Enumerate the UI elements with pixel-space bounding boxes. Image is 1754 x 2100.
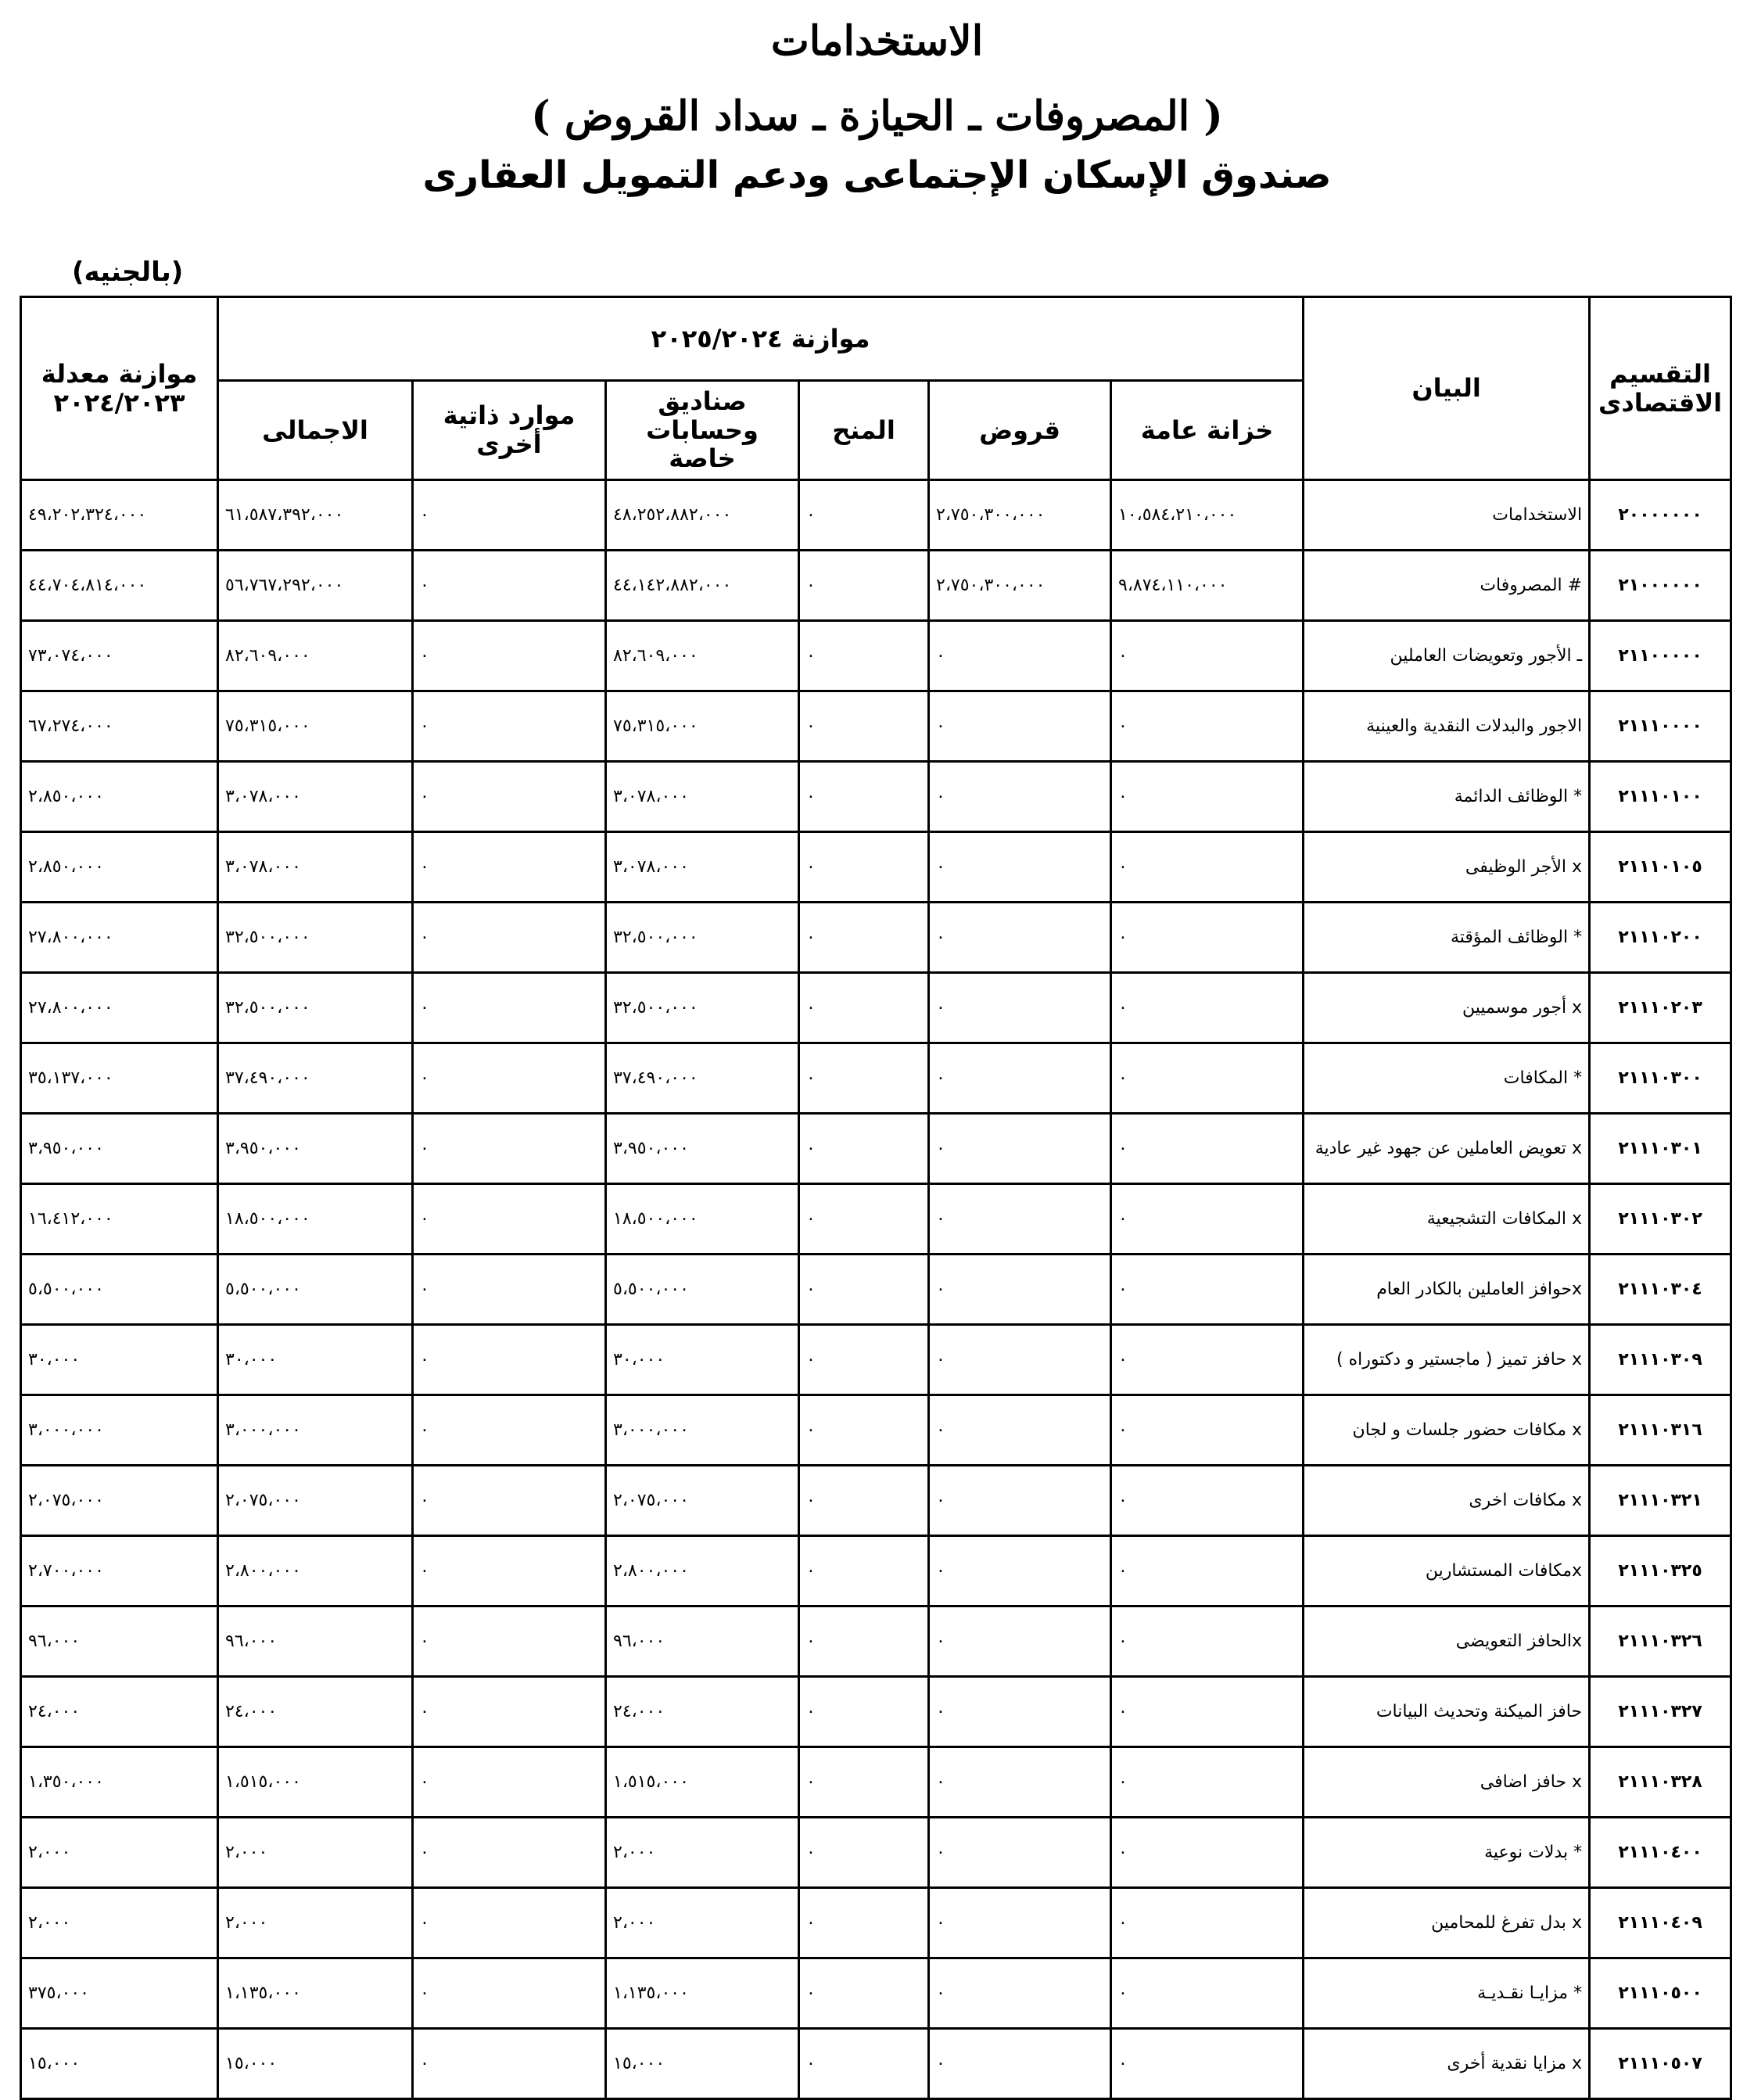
table-row	[21, 480, 1731, 551]
cell-revised: ٣٠،٠٠٠	[21, 1325, 218, 1395]
cell-loans: ٠	[929, 1325, 1111, 1395]
cell-revised: ٢٧،٨٠٠،٠٠٠	[21, 973, 218, 1043]
table-row	[21, 762, 1731, 832]
cell-loans: ٠	[929, 2029, 1111, 2099]
economic-code: ٢١١١٠٣٠١	[1590, 1114, 1731, 1184]
cell-grants: ٠	[799, 1888, 929, 1958]
cell-special-funds: ١،١٣٥،٠٠٠	[606, 1958, 799, 2029]
economic-code: ٢١١١٠٣٢١	[1590, 1466, 1731, 1536]
row-description: ـ الأجور وتعويضات العاملين	[1304, 621, 1590, 691]
cell-loans: ٠	[929, 1184, 1111, 1255]
cell-grants: ٠	[799, 621, 929, 691]
cell-other-own: ٠	[413, 762, 606, 832]
economic-code: ٢١١١٠٣٠٤	[1590, 1255, 1731, 1325]
cell-treasury: ٠	[1111, 762, 1304, 832]
cell-special-funds: ٩٦،٠٠٠	[606, 1606, 799, 1677]
header-grants: المنح	[799, 381, 929, 480]
table-row	[21, 1043, 1731, 1114]
cell-total: ١،١٣٥،٠٠٠	[218, 1958, 413, 2029]
cell-total: ٣،٩٥٠،٠٠٠	[218, 1114, 413, 1184]
cell-other-own: ٠	[413, 2029, 606, 2099]
cell-other-own: ٠	[413, 551, 606, 621]
cell-treasury: ٠	[1111, 1606, 1304, 1677]
cell-revised: ٢٤،٠٠٠	[21, 1677, 218, 1747]
cell-revised: ٧٣،٠٧٤،٠٠٠	[21, 621, 218, 691]
row-description: * مزايـا نقـديـة	[1304, 1958, 1590, 2029]
cell-special-funds: ٢،٠٠٠	[606, 1888, 799, 1958]
cell-other-own: ٠	[413, 832, 606, 903]
row-description: x المكافات التشجيعية	[1304, 1184, 1590, 1255]
cell-grants: ٠	[799, 480, 929, 551]
cell-treasury: ٠	[1111, 1677, 1304, 1747]
cell-other-own: ٠	[413, 903, 606, 973]
row-description: * بدلات نوعية	[1304, 1818, 1590, 1888]
budget-table	[20, 296, 1732, 2100]
cell-grants: ٠	[799, 1958, 929, 2029]
cell-special-funds: ٥،٥٠٠،٠٠٠	[606, 1255, 799, 1325]
table-row	[21, 1747, 1731, 1818]
cell-total: ١،٥١٥،٠٠٠	[218, 1747, 413, 1818]
economic-code: ٢١١٠٠٠٠٠	[1590, 621, 1731, 691]
cell-total: ٩٦،٠٠٠	[218, 1606, 413, 1677]
cell-special-funds: ١٥،٠٠٠	[606, 2029, 799, 2099]
table-row	[21, 551, 1731, 621]
cell-revised: ١،٣٥٠،٠٠٠	[21, 1747, 218, 1818]
table-row	[21, 1818, 1731, 1888]
table-row	[21, 832, 1731, 903]
cell-revised: ١٥،٠٠٠	[21, 2029, 218, 2099]
cell-special-funds: ٣،٠٧٨،٠٠٠	[606, 762, 799, 832]
cell-revised: ٢،٨٥٠،٠٠٠	[21, 832, 218, 903]
row-description: x حافز تميز ( ماجستير و دكتوراه )	[1304, 1325, 1590, 1395]
cell-revised: ٣٥،١٣٧،٠٠٠	[21, 1043, 218, 1114]
cell-total: ١٨،٥٠٠،٠٠٠	[218, 1184, 413, 1255]
cell-total: ٢٤،٠٠٠	[218, 1677, 413, 1747]
table-row	[21, 691, 1731, 762]
header-economic-code: التقسيم الاقتصادى	[1590, 297, 1731, 480]
cell-special-funds: ٣،٠٧٨،٠٠٠	[606, 832, 799, 903]
cell-other-own: ٠	[413, 1466, 606, 1536]
cell-treasury: ٠	[1111, 1395, 1304, 1466]
cell-grants: ٠	[799, 691, 929, 762]
economic-code: ٢١١١٠٣٢٨	[1590, 1747, 1731, 1818]
economic-code: ٢١١١٠٢٠٣	[1590, 973, 1731, 1043]
table-row	[21, 621, 1731, 691]
economic-code: ٢١١١٠٣١٦	[1590, 1395, 1731, 1466]
cell-revised: ٤٤،٧٠٤،٨١٤،٠٠٠	[21, 551, 218, 621]
cell-treasury: ٠	[1111, 1255, 1304, 1325]
cell-total: ٣٢،٥٠٠،٠٠٠	[218, 973, 413, 1043]
cell-treasury: ٩،٨٧٤،١١٠،٠٠٠	[1111, 551, 1304, 621]
cell-grants: ٠	[799, 1395, 929, 1466]
cell-loans: ٠	[929, 903, 1111, 973]
table-row	[21, 1677, 1731, 1747]
cell-grants: ٠	[799, 1677, 929, 1747]
cell-grants: ٠	[799, 1255, 929, 1325]
cell-revised: ٢،٨٥٠،٠٠٠	[21, 762, 218, 832]
cell-other-own: ٠	[413, 1888, 606, 1958]
cell-loans: ٠	[929, 1255, 1111, 1325]
cell-treasury: ٠	[1111, 1043, 1304, 1114]
cell-loans: ٠	[929, 621, 1111, 691]
cell-grants: ٠	[799, 1466, 929, 1536]
row-description: x مكافات اخرى	[1304, 1466, 1590, 1536]
cell-revised: ٢،٠٠٠	[21, 1888, 218, 1958]
table-row	[21, 1888, 1731, 1958]
cell-other-own: ٠	[413, 1184, 606, 1255]
cell-other-own: ٠	[413, 480, 606, 551]
cell-revised: ٢،٧٠٠،٠٠٠	[21, 1536, 218, 1606]
cell-other-own: ٠	[413, 1818, 606, 1888]
cell-treasury: ٠	[1111, 1536, 1304, 1606]
row-description: x مكافات حضور جلسات و لجان	[1304, 1395, 1590, 1466]
row-description: x بدل تفرغ للمحامين	[1304, 1888, 1590, 1958]
economic-code: ٢١١١٠٥٠٠	[1590, 1958, 1731, 2029]
header-description: البيان	[1304, 297, 1590, 480]
cell-grants: ٠	[799, 2029, 929, 2099]
table-row	[21, 903, 1731, 973]
economic-code: ٢١١١٠٤٠٠	[1590, 1818, 1731, 1888]
row-description: x تعويض العاملين عن جهود غير عادية	[1304, 1114, 1590, 1184]
cell-loans: ٠	[929, 1114, 1111, 1184]
row-description: # المصروفات	[1304, 551, 1590, 621]
cell-total: ٣،٠٧٨،٠٠٠	[218, 762, 413, 832]
cell-revised: ٥،٥٠٠،٠٠٠	[21, 1255, 218, 1325]
row-description: x مزايا نقدية أخرى	[1304, 2029, 1590, 2099]
row-description: xالحافز التعويضى	[1304, 1606, 1590, 1677]
row-description: xحوافز العاملين بالكادر العام	[1304, 1255, 1590, 1325]
economic-code: ٢١١١٠٣٢٧	[1590, 1677, 1731, 1747]
cell-loans: ٠	[929, 1606, 1111, 1677]
row-description: الاستخدامات	[1304, 480, 1590, 551]
table-row	[21, 1466, 1731, 1536]
cell-special-funds: ٤٤،١٤٢،٨٨٢،٠٠٠	[606, 551, 799, 621]
cell-loans: ٠	[929, 1888, 1111, 1958]
cell-treasury: ٠	[1111, 621, 1304, 691]
cell-treasury: ١٠،٥٨٤،٢١٠،٠٠٠	[1111, 480, 1304, 551]
cell-special-funds: ٣٢،٥٠٠،٠٠٠	[606, 973, 799, 1043]
page-subtitle: ( المصروفات ـ الحيازة ـ سداد القروض )	[531, 92, 1223, 140]
cell-total: ٢،٠٠٠	[218, 1888, 413, 1958]
economic-code: ٢١١١٠٥٠٧	[1590, 2029, 1731, 2099]
cell-revised: ٢،٠٠٠	[21, 1818, 218, 1888]
header-revised-budget: موازنة معدلة ٢٠٢٤/٢٠٢٣	[21, 297, 218, 480]
cell-revised: ٦٧،٢٧٤،٠٠٠	[21, 691, 218, 762]
cell-other-own: ٠	[413, 1043, 606, 1114]
table-row	[21, 1114, 1731, 1184]
header-special-funds: صناديق وحسابات خاصة	[606, 381, 799, 480]
cell-revised: ٣،٩٥٠،٠٠٠	[21, 1114, 218, 1184]
fund-name: صندوق الإسكان الإجتماعى ودعم التمويل العقارى	[422, 153, 1332, 197]
cell-total: ٣،٠٠٠،٠٠٠	[218, 1395, 413, 1466]
table-row	[21, 1536, 1731, 1606]
cell-total: ٣،٠٧٨،٠٠٠	[218, 832, 413, 903]
cell-special-funds: ٣٢،٥٠٠،٠٠٠	[606, 903, 799, 973]
row-description: حافز الميكنة وتحديث البيانات	[1304, 1677, 1590, 1747]
cell-other-own: ٠	[413, 691, 606, 762]
economic-code: ٢١١١٠١٠٠	[1590, 762, 1731, 832]
cell-loans: ٠	[929, 762, 1111, 832]
cell-loans: ٠	[929, 1043, 1111, 1114]
economic-code: ٢١١١٠٣٠٠	[1590, 1043, 1731, 1114]
cell-other-own: ٠	[413, 1114, 606, 1184]
cell-treasury: ٠	[1111, 832, 1304, 903]
economic-code: ٢١١١٠٠٠٠	[1590, 691, 1731, 762]
row-description: * الوظائف الدائمة	[1304, 762, 1590, 832]
economic-code: ٢١١١٠٣٢٥	[1590, 1536, 1731, 1606]
cell-grants: ٠	[799, 1747, 929, 1818]
header-total: الاجمالى	[218, 381, 413, 480]
cell-revised: ٩٦،٠٠٠	[21, 1606, 218, 1677]
page-title: الاستخدامات	[770, 17, 984, 65]
cell-total: ٥،٥٠٠،٠٠٠	[218, 1255, 413, 1325]
cell-special-funds: ٤٨،٢٥٢،٨٨٢،٠٠٠	[606, 480, 799, 551]
cell-grants: ٠	[799, 762, 929, 832]
economic-code: ٢١١١٠٣٢٦	[1590, 1606, 1731, 1677]
cell-treasury: ٠	[1111, 1325, 1304, 1395]
header-other-own-resources: موارد ذاتية أخرى	[413, 381, 606, 480]
cell-total: ١٥،٠٠٠	[218, 2029, 413, 2099]
cell-treasury: ٠	[1111, 691, 1304, 762]
table-row	[21, 1606, 1731, 1677]
table-row	[21, 1395, 1731, 1466]
cell-treasury: ٠	[1111, 1958, 1304, 2029]
cell-grants: ٠	[799, 1114, 929, 1184]
economic-code: ٢٠٠٠٠٠٠٠	[1590, 480, 1731, 551]
table-row	[21, 2029, 1731, 2099]
cell-loans: ٠	[929, 1536, 1111, 1606]
table-row	[21, 1958, 1731, 2029]
cell-total: ٢،٨٠٠،٠٠٠	[218, 1536, 413, 1606]
cell-special-funds: ٣٠،٠٠٠	[606, 1325, 799, 1395]
cell-special-funds: ٣،٩٥٠،٠٠٠	[606, 1114, 799, 1184]
cell-total: ٥٦،٧٦٧،٢٩٢،٠٠٠	[218, 551, 413, 621]
cell-grants: ٠	[799, 973, 929, 1043]
cell-special-funds: ١،٥١٥،٠٠٠	[606, 1747, 799, 1818]
cell-special-funds: ٣،٠٠٠،٠٠٠	[606, 1395, 799, 1466]
cell-grants: ٠	[799, 1818, 929, 1888]
row-description: xمكافات المستشارين	[1304, 1536, 1590, 1606]
cell-loans: ٠	[929, 832, 1111, 903]
economic-code: ٢١١١٠٣٠٢	[1590, 1184, 1731, 1255]
currency-unit-label: (بالجنيه)	[72, 257, 184, 288]
cell-grants: ٠	[799, 551, 929, 621]
cell-total: ٣٢،٥٠٠،٠٠٠	[218, 903, 413, 973]
economic-code: ٢١١١٠٢٠٠	[1590, 903, 1731, 973]
cell-grants: ٠	[799, 1325, 929, 1395]
cell-treasury: ٠	[1111, 1114, 1304, 1184]
cell-loans: ٠	[929, 691, 1111, 762]
cell-total: ٢،٠٠٠	[218, 1818, 413, 1888]
cell-other-own: ٠	[413, 1255, 606, 1325]
cell-treasury: ٠	[1111, 1466, 1304, 1536]
cell-total: ٣٧،٤٩٠،٠٠٠	[218, 1043, 413, 1114]
cell-grants: ٠	[799, 1536, 929, 1606]
cell-revised: ٤٩،٢٠٢،٣٢٤،٠٠٠	[21, 480, 218, 551]
cell-treasury: ٠	[1111, 2029, 1304, 2099]
cell-loans: ٢،٧٥٠،٣٠٠،٠٠٠	[929, 551, 1111, 621]
cell-special-funds: ٢،٨٠٠،٠٠٠	[606, 1536, 799, 1606]
economic-code: ٢١١١٠٤٠٩	[1590, 1888, 1731, 1958]
header-loans: قروض	[929, 381, 1111, 480]
cell-grants: ٠	[799, 1606, 929, 1677]
cell-other-own: ٠	[413, 1747, 606, 1818]
header-row-1	[21, 297, 1731, 381]
cell-other-own: ٠	[413, 973, 606, 1043]
cell-total: ٢،٠٧٥،٠٠٠	[218, 1466, 413, 1536]
cell-loans: ٢،٧٥٠،٣٠٠،٠٠٠	[929, 480, 1111, 551]
cell-revised: ٢،٠٧٥،٠٠٠	[21, 1466, 218, 1536]
cell-special-funds: ١٨،٥٠٠،٠٠٠	[606, 1184, 799, 1255]
table-row	[21, 1255, 1731, 1325]
cell-treasury: ٠	[1111, 973, 1304, 1043]
table-body	[21, 480, 1731, 2099]
cell-revised: ٣،٠٠٠،٠٠٠	[21, 1395, 218, 1466]
header-budget-group: موازنة ٢٠٢٥/٢٠٢٤	[218, 297, 1304, 381]
cell-total: ٧٥،٣١٥،٠٠٠	[218, 691, 413, 762]
table-row	[21, 1325, 1731, 1395]
cell-other-own: ٠	[413, 1606, 606, 1677]
cell-other-own: ٠	[413, 1958, 606, 2029]
cell-revised: ١٦،٤١٢،٠٠٠	[21, 1184, 218, 1255]
cell-special-funds: ٢،٠٧٥،٠٠٠	[606, 1466, 799, 1536]
cell-total: ٦١،٥٨٧،٣٩٢،٠٠٠	[218, 480, 413, 551]
table-row	[21, 973, 1731, 1043]
cell-grants: ٠	[799, 832, 929, 903]
cell-loans: ٠	[929, 1747, 1111, 1818]
cell-special-funds: ٢،٠٠٠	[606, 1818, 799, 1888]
cell-treasury: ٠	[1111, 1818, 1304, 1888]
cell-total: ٨٢،٦٠٩،٠٠٠	[218, 621, 413, 691]
cell-loans: ٠	[929, 973, 1111, 1043]
cell-loans: ٠	[929, 1395, 1111, 1466]
cell-special-funds: ٢٤،٠٠٠	[606, 1677, 799, 1747]
cell-grants: ٠	[799, 903, 929, 973]
row-description: x الأجر الوظيفى	[1304, 832, 1590, 903]
row-description: x حافز اضافى	[1304, 1747, 1590, 1818]
economic-code: ٢١١١٠٣٠٩	[1590, 1325, 1731, 1395]
cell-other-own: ٠	[413, 1536, 606, 1606]
cell-treasury: ٠	[1111, 1184, 1304, 1255]
cell-revised: ٣٧٥،٠٠٠	[21, 1958, 218, 2029]
cell-other-own: ٠	[413, 1677, 606, 1747]
cell-loans: ٠	[929, 1466, 1111, 1536]
cell-loans: ٠	[929, 1958, 1111, 2029]
cell-special-funds: ٣٧،٤٩٠،٠٠٠	[606, 1043, 799, 1114]
cell-treasury: ٠	[1111, 1747, 1304, 1818]
cell-loans: ٠	[929, 1677, 1111, 1747]
cell-other-own: ٠	[413, 1395, 606, 1466]
cell-loans: ٠	[929, 1818, 1111, 1888]
row-description: الاجور والبدلات النقدية والعينية	[1304, 691, 1590, 762]
cell-revised: ٢٧،٨٠٠،٠٠٠	[21, 903, 218, 973]
cell-total: ٣٠،٠٠٠	[218, 1325, 413, 1395]
cell-treasury: ٠	[1111, 903, 1304, 973]
cell-special-funds: ٨٢،٦٠٩،٠٠٠	[606, 621, 799, 691]
row-description: x أجور موسميين	[1304, 973, 1590, 1043]
cell-treasury: ٠	[1111, 1888, 1304, 1958]
cell-grants: ٠	[799, 1043, 929, 1114]
row-description: * الوظائف المؤقتة	[1304, 903, 1590, 973]
economic-code: ٢١٠٠٠٠٠٠	[1590, 551, 1731, 621]
table-row	[21, 1184, 1731, 1255]
cell-other-own: ٠	[413, 1325, 606, 1395]
cell-grants: ٠	[799, 1184, 929, 1255]
cell-other-own: ٠	[413, 621, 606, 691]
row-description: * المكافات	[1304, 1043, 1590, 1114]
cell-special-funds: ٧٥،٣١٥،٠٠٠	[606, 691, 799, 762]
header-treasury: خزانة عامة	[1111, 381, 1304, 480]
economic-code: ٢١١١٠١٠٥	[1590, 832, 1731, 903]
